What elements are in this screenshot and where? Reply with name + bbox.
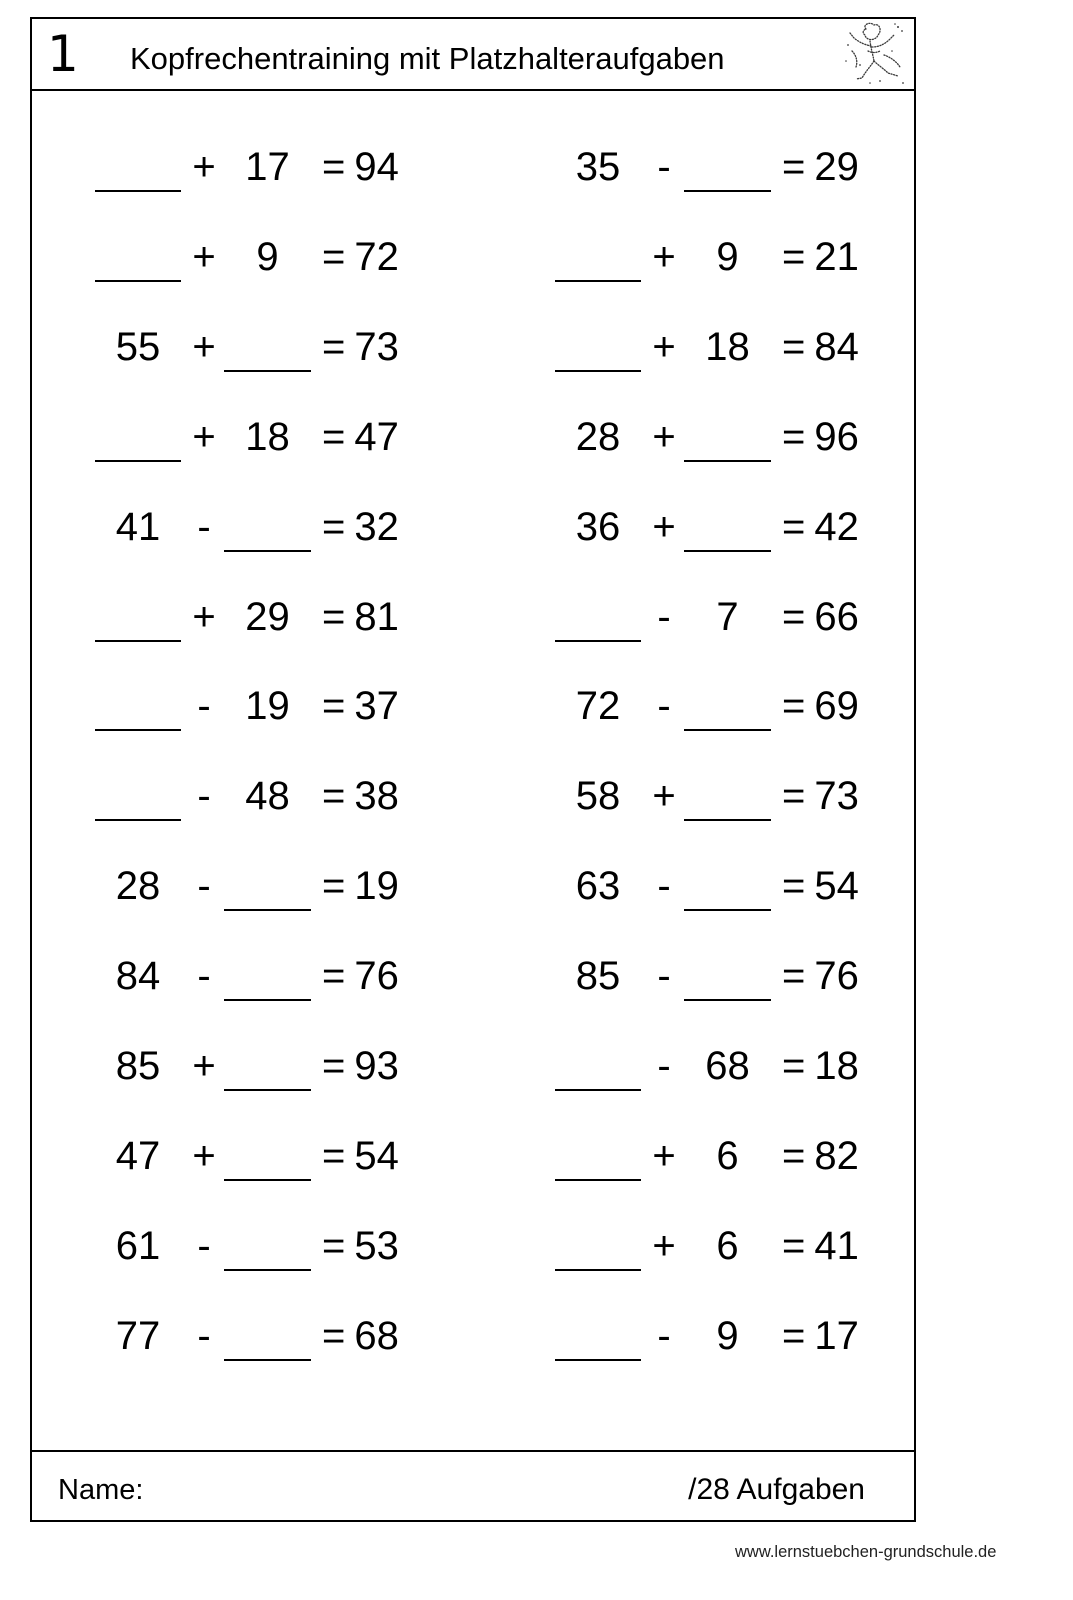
result-value: 73	[814, 774, 859, 819]
equals-sign: =	[782, 1223, 806, 1268]
operator-sign: -	[197, 954, 211, 999]
equals-sign: =	[322, 774, 346, 819]
operator-sign: -	[657, 1313, 671, 1358]
answer-blank[interactable]	[224, 1131, 311, 1181]
first-operand: 28	[575, 414, 621, 459]
first-operand: 85	[115, 1044, 161, 1088]
first-operand: 84	[115, 954, 161, 999]
answer-blank[interactable]	[95, 232, 181, 282]
result-value: 84	[814, 324, 859, 369]
equation-result	[322, 142, 442, 192]
first-operand: 58	[575, 774, 621, 819]
equation-result	[782, 592, 902, 642]
problem-row	[492, 771, 912, 821]
first-operand: 47	[115, 1133, 161, 1178]
problem-row	[32, 232, 452, 282]
answer-blank[interactable]	[684, 861, 771, 911]
problem-row	[492, 951, 912, 1001]
operator-sign: +	[192, 234, 216, 279]
second-operand: 9	[256, 234, 279, 279]
answer-blank[interactable]	[684, 771, 771, 821]
problem-row	[492, 592, 912, 642]
equals-sign: =	[322, 1133, 346, 1178]
operator-sign: +	[192, 594, 216, 639]
answer-blank[interactable]	[555, 1131, 641, 1181]
equation-result	[322, 1131, 442, 1181]
operator-sign: +	[192, 324, 216, 369]
result-value: 68	[354, 1313, 399, 1358]
equals-sign: =	[322, 954, 346, 999]
equation-result	[782, 502, 902, 552]
result-value: 19	[354, 864, 399, 909]
first-operand: 72	[575, 684, 621, 729]
first-operand: 55	[115, 324, 161, 369]
second-operand: 9	[716, 234, 739, 279]
equation-result	[322, 1311, 442, 1361]
second-operand: 29	[245, 594, 290, 639]
equals-sign: =	[782, 1044, 806, 1088]
result-value: 17	[814, 1313, 859, 1358]
equals-sign: =	[322, 414, 346, 459]
problem-row	[32, 502, 452, 552]
answer-blank[interactable]	[224, 1311, 311, 1361]
result-value: 32	[354, 504, 399, 549]
equals-sign: =	[322, 504, 346, 549]
second-operand: 48	[245, 774, 290, 819]
result-value: 18	[814, 1044, 859, 1088]
operator-sign: +	[192, 1044, 216, 1088]
result-value: 66	[814, 594, 859, 639]
answer-blank[interactable]	[555, 1221, 641, 1271]
website-url: www.lernstuebchen-grundschule.de	[735, 1543, 997, 1561]
result-value: 81	[354, 594, 399, 639]
equation-result	[322, 232, 442, 282]
operator-sign: -	[197, 684, 211, 729]
operator-sign: +	[192, 414, 216, 459]
operator-sign: +	[192, 1133, 216, 1178]
result-value: 47	[354, 414, 399, 459]
equation-result	[322, 502, 442, 552]
result-value: 21	[814, 234, 859, 279]
equation-result	[322, 681, 442, 731]
result-value: 69	[814, 684, 859, 729]
equals-sign: =	[322, 145, 346, 189]
problem-row	[32, 322, 452, 372]
equals-sign: =	[322, 864, 346, 909]
equals-sign: =	[782, 594, 806, 639]
second-operand: 19	[245, 684, 290, 729]
result-value: 38	[354, 774, 399, 819]
equation-result	[322, 861, 442, 911]
equation-result	[782, 1041, 902, 1091]
operator-sign: +	[652, 774, 676, 819]
problem-row	[32, 771, 452, 821]
equation-result	[322, 412, 442, 462]
answer-blank[interactable]	[95, 681, 181, 731]
equals-sign: =	[322, 684, 346, 729]
answer-blank[interactable]	[95, 412, 181, 462]
answer-blank[interactable]	[224, 1041, 311, 1091]
operator-sign: +	[652, 234, 676, 279]
result-value: 72	[354, 234, 399, 279]
result-value: 76	[814, 954, 859, 999]
equals-sign: =	[782, 1313, 806, 1358]
operator-sign: -	[197, 504, 211, 549]
operator-sign: -	[657, 864, 671, 909]
operator-sign: +	[652, 414, 676, 459]
result-value: 42	[814, 504, 859, 549]
result-value: 93	[354, 1044, 399, 1088]
equals-sign: =	[782, 324, 806, 369]
equals-sign: =	[322, 594, 346, 639]
equation-result	[322, 1221, 442, 1271]
result-value: 29	[814, 145, 859, 189]
equals-sign: =	[782, 864, 806, 909]
equals-sign: =	[322, 234, 346, 279]
problem-row	[32, 861, 452, 911]
operator-sign: -	[657, 594, 671, 639]
first-operand: 41	[115, 504, 161, 549]
operator-sign: -	[657, 1044, 671, 1088]
equation-result	[322, 1041, 442, 1091]
problem-row	[32, 1131, 452, 1181]
equals-sign: =	[322, 1044, 346, 1088]
equation-result	[322, 322, 442, 372]
second-operand: 9	[716, 1313, 739, 1358]
answer-blank[interactable]	[224, 861, 311, 911]
answer-blank[interactable]	[224, 1221, 311, 1271]
equation-result	[782, 232, 902, 282]
answer-blank[interactable]	[684, 951, 771, 1001]
answer-blank[interactable]	[555, 322, 641, 372]
sheet-number: 1	[47, 25, 79, 83]
operator-sign: +	[652, 504, 676, 549]
result-value: 94	[354, 145, 399, 189]
problem-row	[32, 142, 452, 192]
answer-blank[interactable]	[224, 322, 311, 372]
second-operand: 18	[245, 414, 290, 459]
right-problem-column	[492, 19, 912, 1439]
second-operand: 6	[716, 1223, 739, 1268]
equals-sign: =	[782, 414, 806, 459]
worksheet-frame	[30, 17, 916, 1522]
operator-sign: -	[657, 684, 671, 729]
score-label: /28 Aufgaben	[688, 1473, 865, 1506]
equals-sign: =	[782, 954, 806, 999]
equation-result	[782, 412, 902, 462]
problem-row	[32, 1221, 452, 1271]
footer-bar	[32, 1450, 914, 1520]
result-value: 96	[814, 414, 859, 459]
problem-row	[492, 861, 912, 911]
result-value: 76	[354, 954, 399, 999]
second-operand: 17	[245, 145, 290, 189]
equation-result	[782, 142, 902, 192]
equals-sign: =	[322, 1313, 346, 1358]
answer-blank[interactable]	[95, 142, 181, 192]
problem-row	[492, 1221, 912, 1271]
answer-blank[interactable]	[224, 951, 311, 1001]
operator-sign: +	[652, 1223, 676, 1268]
problem-row	[492, 1041, 912, 1091]
equals-sign: =	[782, 234, 806, 279]
problem-row	[492, 1131, 912, 1181]
equals-sign: =	[782, 684, 806, 729]
first-operand: 77	[115, 1313, 161, 1358]
left-problem-column	[32, 19, 452, 1439]
problem-row	[32, 1311, 452, 1361]
name-label: Name:	[58, 1474, 144, 1506]
first-operand: 28	[115, 864, 161, 909]
first-operand: 61	[115, 1223, 161, 1268]
answer-blank[interactable]	[224, 502, 311, 552]
result-value: 54	[354, 1133, 399, 1178]
equals-sign: =	[322, 1223, 346, 1268]
equals-sign: =	[782, 145, 806, 189]
answer-blank[interactable]	[555, 232, 641, 282]
answer-blank[interactable]	[95, 771, 181, 821]
first-operand: 36	[575, 504, 621, 549]
answer-blank[interactable]	[684, 142, 771, 192]
page-title: Kopfrechentraining mit Platzhalteraufgaben	[130, 41, 725, 76]
equation-result	[782, 771, 902, 821]
problem-row	[492, 1311, 912, 1361]
operator-sign: -	[197, 1223, 211, 1268]
answer-blank[interactable]	[555, 592, 641, 642]
problem-row	[32, 412, 452, 462]
equals-sign: =	[782, 504, 806, 549]
equation-result	[782, 861, 902, 911]
operator-sign: -	[197, 774, 211, 819]
problem-row	[492, 681, 912, 731]
problem-row	[492, 502, 912, 552]
equals-sign: =	[322, 324, 346, 369]
operator-sign: +	[652, 1133, 676, 1178]
problem-row	[492, 322, 912, 372]
result-value: 73	[354, 324, 399, 369]
equation-result	[322, 771, 442, 821]
equals-sign: =	[782, 774, 806, 819]
problem-row	[492, 232, 912, 282]
answer-blank[interactable]	[555, 1311, 641, 1361]
operator-sign: +	[652, 324, 676, 369]
problem-row	[492, 142, 912, 192]
result-value: 82	[814, 1133, 859, 1178]
first-operand: 63	[575, 864, 621, 909]
answer-blank[interactable]	[555, 1041, 641, 1091]
second-operand: 6	[716, 1133, 739, 1178]
second-operand: 18	[705, 324, 750, 369]
problem-row	[32, 681, 452, 731]
result-value: 37	[354, 684, 399, 729]
equation-result	[322, 951, 442, 1001]
problem-row	[32, 1041, 452, 1091]
equation-result	[782, 951, 902, 1001]
second-operand: 68	[705, 1044, 750, 1088]
first-operand: 85	[575, 954, 621, 999]
operator-sign: -	[197, 1313, 211, 1358]
equation-result	[322, 592, 442, 642]
problem-row	[492, 412, 912, 462]
answer-blank[interactable]	[95, 592, 181, 642]
operator-sign: -	[657, 954, 671, 999]
answer-blank[interactable]	[684, 412, 771, 462]
second-operand: 7	[716, 594, 739, 639]
result-value: 53	[354, 1223, 399, 1268]
problem-row	[32, 592, 452, 642]
first-operand: 35	[575, 145, 621, 189]
operator-sign: +	[192, 145, 216, 189]
result-value: 41	[814, 1223, 859, 1268]
equation-result	[782, 1311, 902, 1361]
equation-result	[782, 1221, 902, 1271]
operator-sign: -	[197, 864, 211, 909]
equation-result	[782, 322, 902, 372]
equals-sign: =	[782, 1133, 806, 1178]
result-value: 54	[814, 864, 859, 909]
answer-blank[interactable]	[684, 681, 771, 731]
answer-blank[interactable]	[684, 502, 771, 552]
operator-sign: -	[657, 145, 671, 189]
problem-row	[32, 951, 452, 1001]
equation-result	[782, 681, 902, 731]
equation-result	[782, 1131, 902, 1181]
